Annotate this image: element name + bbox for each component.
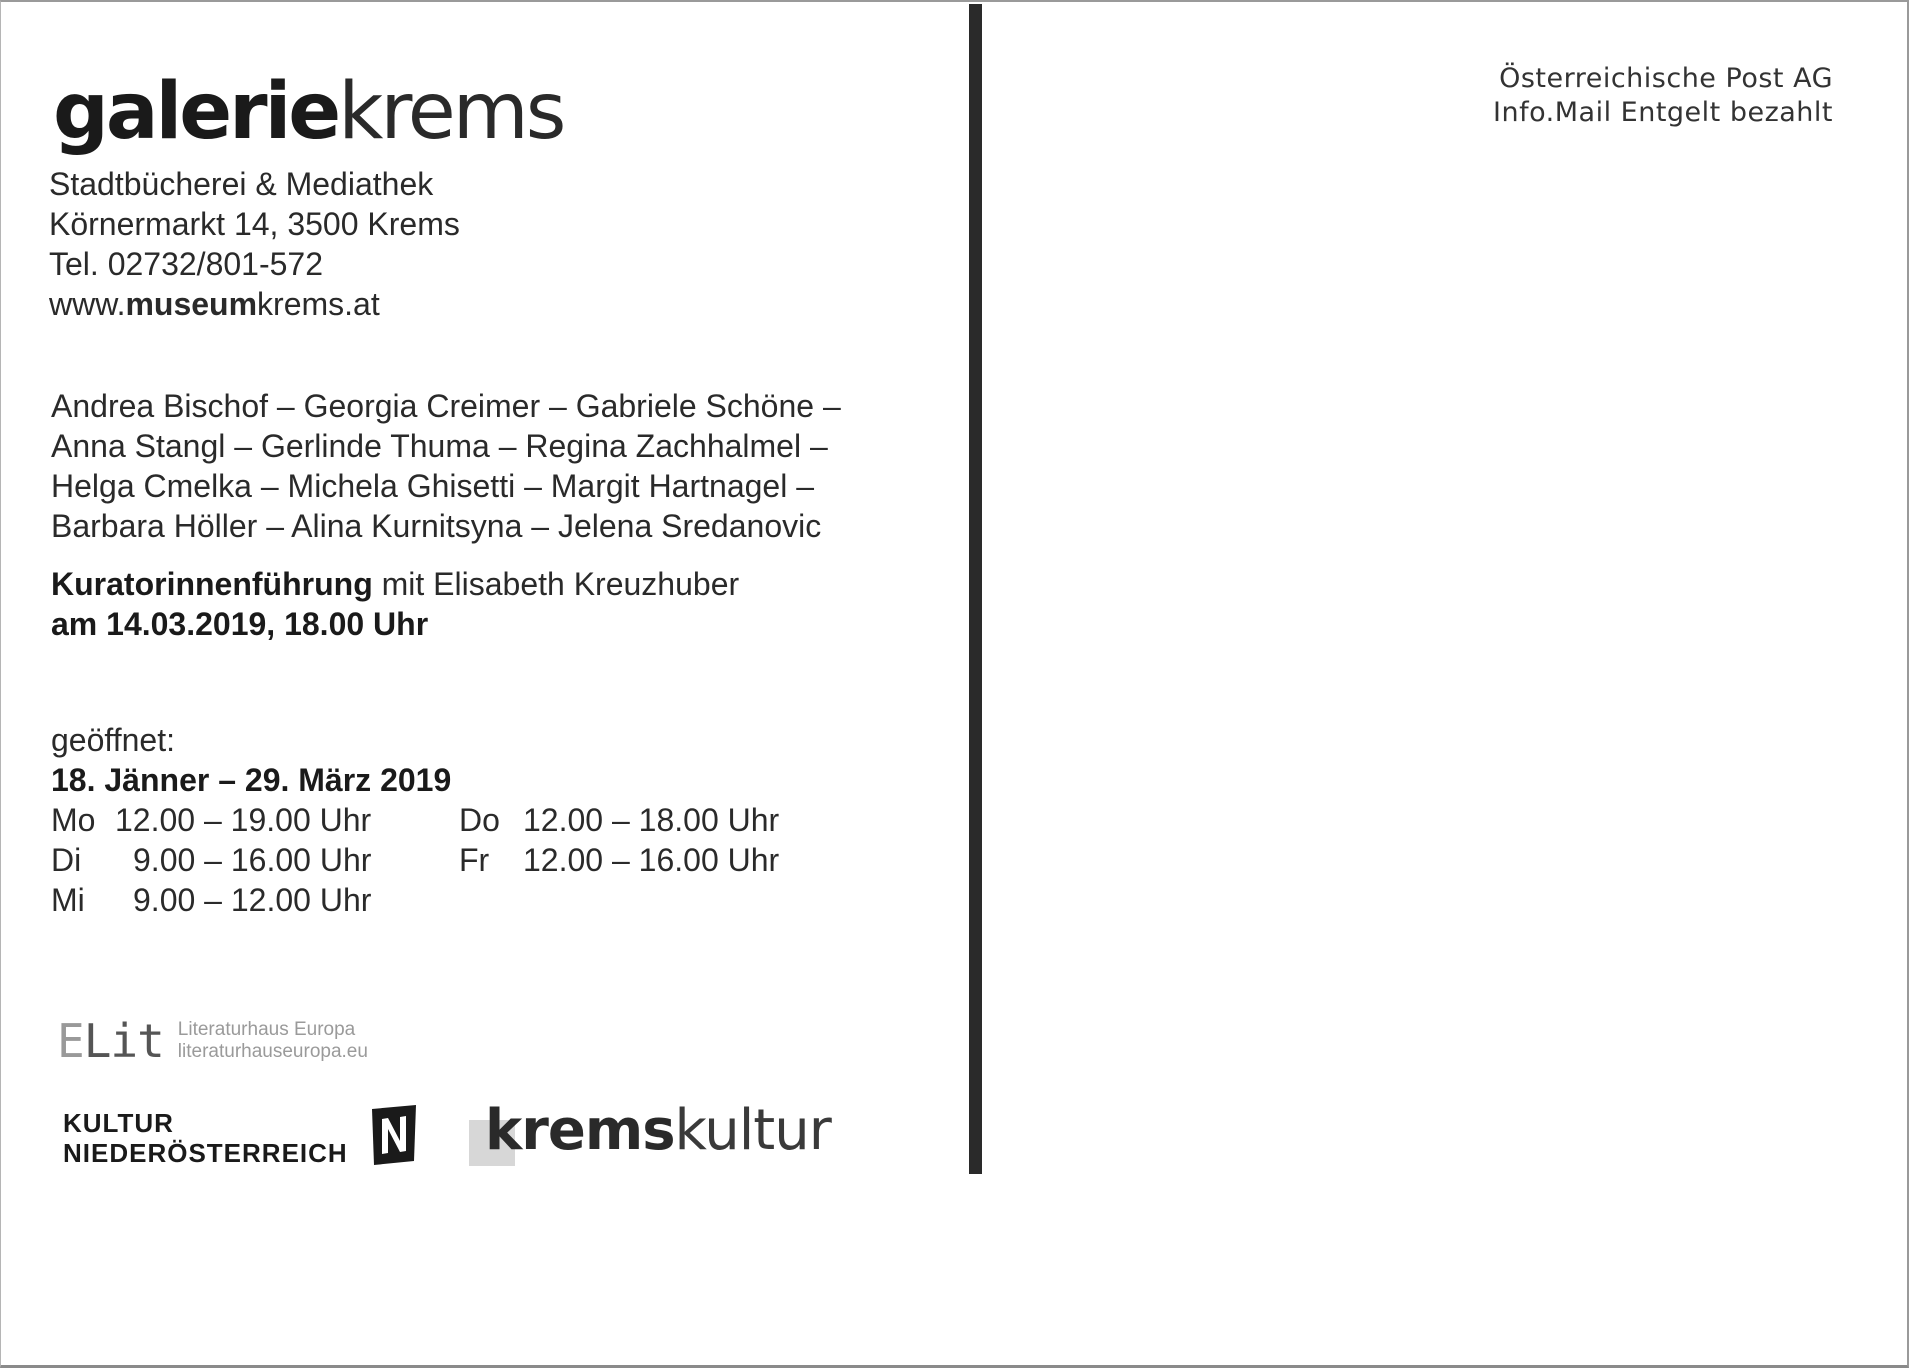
kultur-noe-line1: KULTUR bbox=[63, 1108, 174, 1138]
hours-day: Do bbox=[459, 802, 500, 838]
hours-day: Fr bbox=[459, 842, 490, 878]
elit-mark-e: E bbox=[57, 1014, 84, 1068]
kremskultur-bold: krems bbox=[485, 1098, 675, 1163]
elit-name: Literaturhaus Europa bbox=[177, 1019, 356, 1040]
website bbox=[49, 284, 460, 324]
hours-day: Mo bbox=[51, 802, 96, 838]
elit-logo bbox=[57, 1016, 368, 1066]
hours-row-do bbox=[459, 800, 779, 840]
hours-label: geöffnet: bbox=[51, 722, 175, 758]
hours-date-range: 18. Jänner – 29. März 2019 bbox=[51, 762, 452, 798]
galeriekrems-logo bbox=[53, 62, 563, 162]
hours-time: 9.00 – 12.00 Uhr bbox=[133, 882, 372, 918]
noe-n-icon bbox=[370, 1105, 418, 1165]
logo-light-part: krems bbox=[338, 67, 564, 157]
artist-line: Helga Cmelka – Michela Ghisetti – Margit Hartnagel – bbox=[51, 468, 814, 504]
website-suffix: krems.at bbox=[257, 286, 380, 322]
center-divider bbox=[969, 4, 982, 1174]
kremskultur-light: kultur bbox=[674, 1098, 831, 1163]
hours-grid bbox=[51, 800, 831, 920]
hours-time: 12.00 – 19.00 Uhr bbox=[115, 802, 372, 838]
phone-number: Tel. 02732/801-572 bbox=[49, 246, 323, 282]
elit-mark-rest: Lit bbox=[83, 1014, 164, 1068]
tour-date: am 14.03.2019, 18.00 Uhr bbox=[51, 606, 429, 642]
tour-title bbox=[51, 564, 739, 604]
postage-line2: Info.Mail Entgelt bezahlt bbox=[1493, 97, 1833, 128]
artist-list bbox=[51, 386, 841, 546]
hours-time: 12.00 – 18.00 Uhr bbox=[523, 802, 780, 838]
address-block bbox=[49, 164, 460, 324]
hours-row-fr bbox=[459, 840, 779, 880]
kultur-noe-text bbox=[63, 1108, 348, 1168]
hours-row-mo bbox=[51, 800, 371, 840]
kremskultur-wordmark bbox=[485, 1100, 831, 1162]
hours-day: Mi bbox=[51, 882, 85, 918]
tour-title-bold: Kuratorinnenführung bbox=[51, 566, 373, 602]
artist-line: Barbara Höller – Alina Kurnitsyna – Jelena Sredanovic bbox=[51, 508, 822, 544]
opening-hours bbox=[51, 720, 831, 920]
hours-day: Di bbox=[51, 842, 82, 878]
logo-bold-part: galerie bbox=[53, 67, 339, 157]
venue-name: Stadtbücherei & Mediathek bbox=[49, 166, 434, 202]
hours-row-di bbox=[51, 840, 371, 880]
postage-line1: Österreichische Post AG bbox=[1499, 63, 1833, 94]
elit-caption bbox=[178, 1019, 368, 1063]
tour-title-rest: mit Elisabeth Kreuzhuber bbox=[372, 566, 740, 602]
kultur-noe-line2: NIEDERÖSTERREICH bbox=[63, 1138, 348, 1168]
curator-tour bbox=[51, 564, 739, 644]
hours-time: 9.00 – 16.00 Uhr bbox=[133, 842, 372, 878]
website-bold: museum bbox=[125, 286, 258, 322]
elit-url: literaturhauseuropa.eu bbox=[177, 1041, 368, 1062]
hours-time: 12.00 – 16.00 Uhr bbox=[523, 842, 780, 878]
kultur-niederoesterreich-logo bbox=[63, 1108, 418, 1168]
hours-row-mi bbox=[51, 880, 371, 920]
street-address: Körnermarkt 14, 3500 Krems bbox=[49, 206, 460, 242]
artist-line: Andrea Bischof – Georgia Creimer – Gabriele Schöne – bbox=[51, 388, 841, 424]
elit-wordmark bbox=[57, 1016, 164, 1066]
artist-line: Anna Stangl – Gerlinde Thuma – Regina Zachhalmel – bbox=[51, 428, 828, 464]
kremskultur-logo bbox=[469, 1098, 831, 1166]
postage-indicia bbox=[1493, 62, 1833, 130]
website-prefix: www. bbox=[49, 286, 126, 322]
